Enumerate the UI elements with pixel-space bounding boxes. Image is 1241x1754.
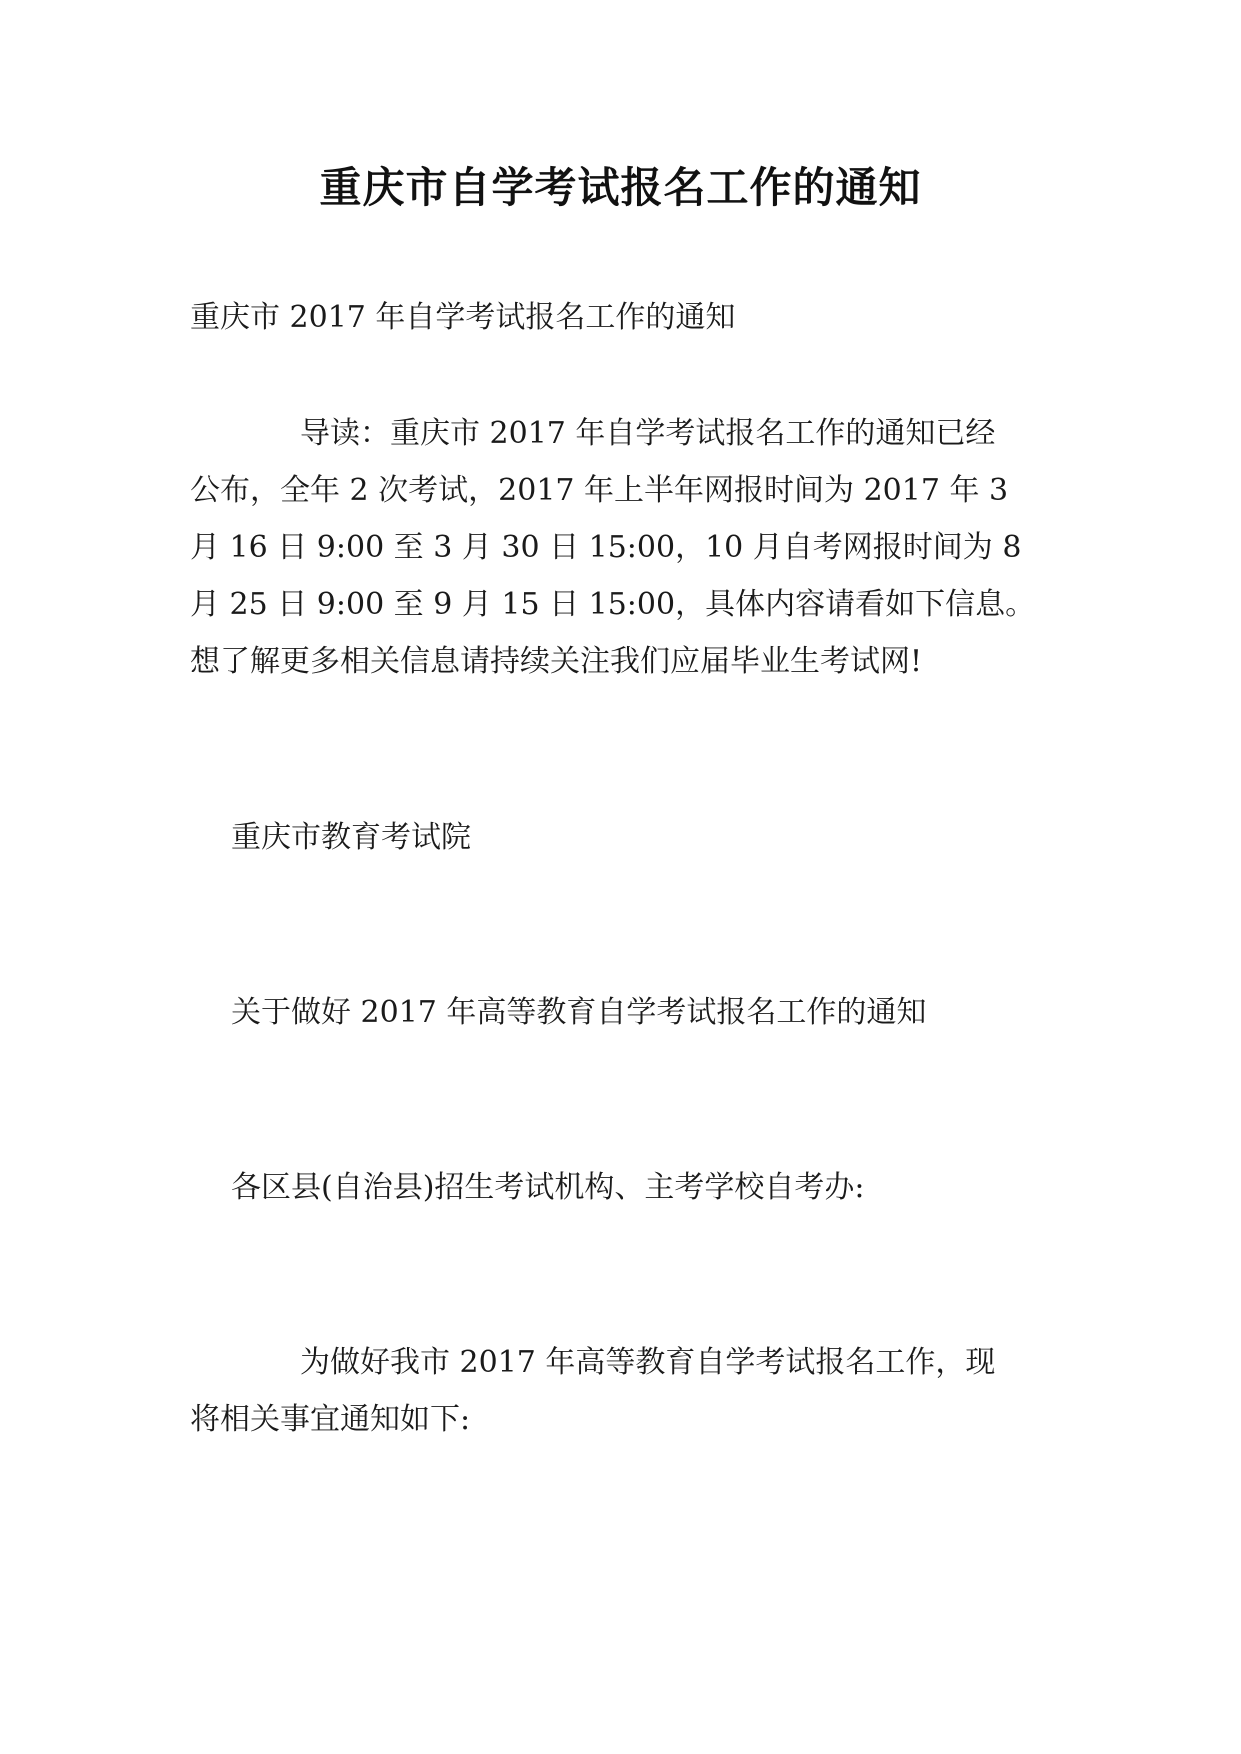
body-paragraph (190, 1334, 1060, 1448)
document-title: 重庆市自学考试报名工作的通知 (319, 163, 922, 212)
body-line: 为做好我市 2017 年高等教育自学考试报名工作，现 (300, 1345, 996, 1380)
sender-organization: 重庆市教育考试院 (231, 820, 471, 855)
intro-line: 月 25 日 9:00 至 9 月 15 日 15:00，具体内容请看如下信息。 (190, 587, 1036, 622)
intro-line: 导读：重庆市 2017 年自学考试报名工作的通知已经 (300, 416, 996, 451)
notice-title: 关于做好 2017 年高等教育自学考试报名工作的通知 (231, 995, 927, 1030)
intro-paragraph (190, 405, 1060, 690)
intro-line: 月 16 日 9:00 至 3 月 30 日 15:00，10 月自考网报时间为 8 (190, 530, 1022, 565)
recipients-line: 各区县(自治县)招生考试机构、主考学校自考办: (231, 1170, 865, 1205)
document-subtitle: 重庆市 2017 年自学考试报名工作的通知 (190, 300, 736, 335)
intro-line: 想了解更多相关信息请持续关注我们应届毕业生考试网! (190, 644, 923, 679)
body-line: 将相关事宜通知如下: (190, 1402, 471, 1437)
intro-line: 公布，全年 2 次考试，2017 年上半年网报时间为 2017 年 3 (190, 473, 1009, 508)
